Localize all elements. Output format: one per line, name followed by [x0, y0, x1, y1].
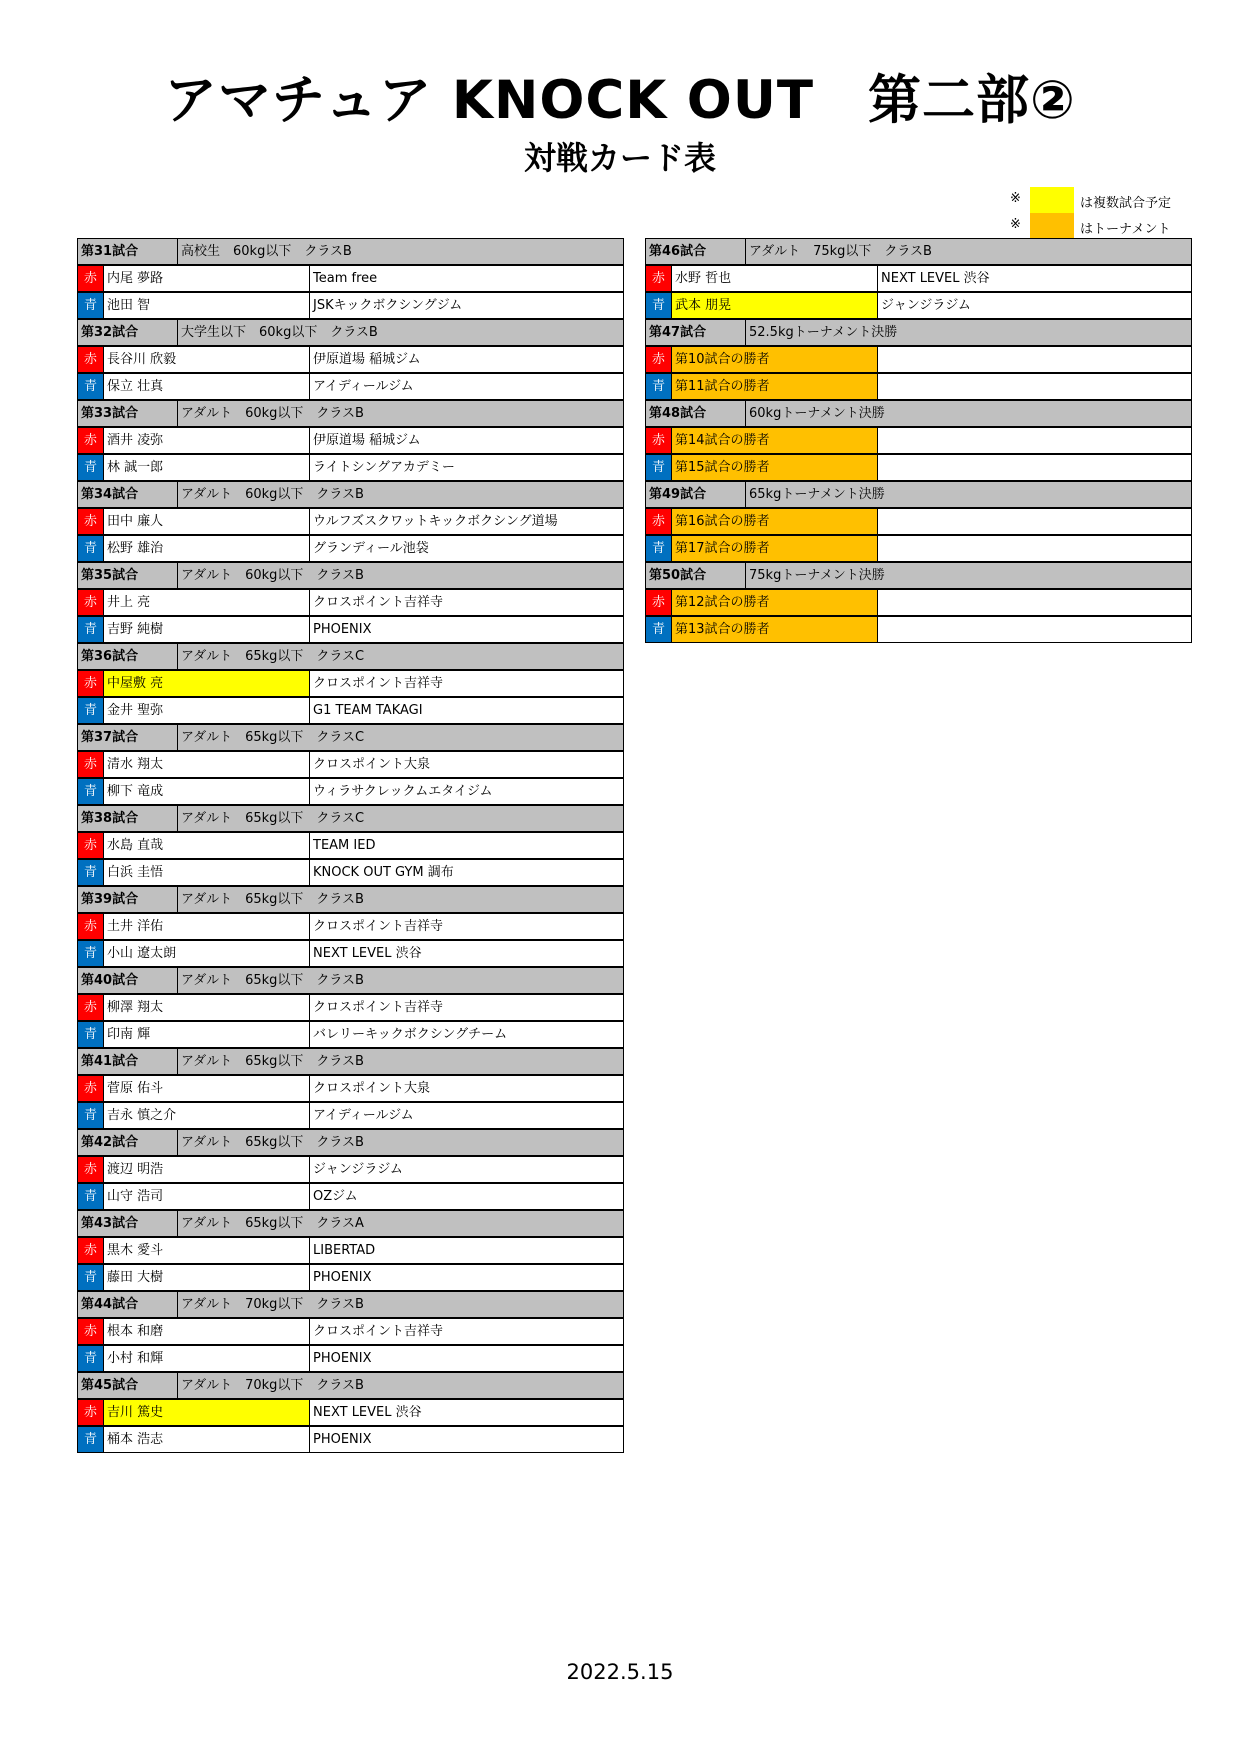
fighter-name: 渡辺 明浩: [103, 1156, 310, 1183]
fighter-name: 田中 廉人: [103, 508, 310, 535]
fighter-team: ウルフズスクワットキックボクシング道場: [309, 508, 624, 535]
fighter-team: LIBERTAD: [309, 1237, 624, 1264]
legend-text: はトーナメント: [1080, 222, 1171, 237]
fighter-name: 水野 哲也: [671, 265, 878, 292]
fighter-team: G1 TEAM TAKAGI: [309, 697, 624, 724]
fighter-team: [877, 373, 1192, 400]
fighter-name: 第13試合の勝者: [671, 616, 878, 643]
fighter-team: アイディールジム: [309, 1102, 624, 1129]
blue-corner-badge: 青: [645, 292, 672, 319]
fighter-name: 第17試合の勝者: [671, 535, 878, 562]
blue-corner-badge: 青: [645, 373, 672, 400]
red-corner-badge: 赤: [77, 265, 104, 292]
red-corner-badge: 赤: [77, 832, 104, 859]
fighter-name: 池田 智: [103, 292, 310, 319]
red-corner-badge: 赤: [77, 1399, 104, 1426]
fighter-team: [877, 589, 1192, 616]
blue-corner-badge: 青: [645, 616, 672, 643]
fighter-team: OZジム: [309, 1183, 624, 1210]
fighter-name: 藤田 大樹: [103, 1264, 310, 1291]
red-corner-badge: 赤: [77, 994, 104, 1021]
bout-division: アダルト 60kg以下 クラスB: [177, 481, 624, 508]
blue-corner-badge: 青: [77, 697, 104, 724]
bout-number: 第45試合: [77, 1372, 178, 1399]
fighter-name: 小村 和輝: [103, 1345, 310, 1372]
bout-division: アダルト 65kg以下 クラスC: [177, 724, 624, 751]
red-corner-badge: 赤: [77, 913, 104, 940]
bout-division: 60kgトーナメント決勝: [745, 400, 1192, 427]
bout-division: アダルト 65kg以下 クラスC: [177, 643, 624, 670]
bout-number: 第43試合: [77, 1210, 178, 1237]
fighter-name: 武本 朋晃: [671, 292, 878, 319]
bout-number: 第47試合: [645, 319, 746, 346]
fighter-name: 松野 雄治: [103, 535, 310, 562]
fighter-name: 吉永 慎之介: [103, 1102, 310, 1129]
bout-number: 第46試合: [645, 238, 746, 265]
fighter-team: ライトシングアカデミー: [309, 454, 624, 481]
red-corner-badge: 赤: [77, 1237, 104, 1264]
fighter-team: [877, 535, 1192, 562]
blue-corner-badge: 青: [77, 1102, 104, 1129]
fighter-name: 保立 壮真: [103, 373, 310, 400]
fighter-team: Team free: [309, 265, 624, 292]
fighter-team: クロスポイント大泉: [309, 751, 624, 778]
fighter-team: アイディールジム: [309, 373, 624, 400]
blue-corner-badge: 青: [77, 1021, 104, 1048]
bout-division: アダルト 60kg以下 クラスB: [177, 400, 624, 427]
bout-division: アダルト 65kg以下 クラスB: [177, 967, 624, 994]
red-corner-badge: 赤: [77, 670, 104, 697]
fighter-team: [877, 616, 1192, 643]
fighter-team: クロスポイント大泉: [309, 1075, 624, 1102]
fighter-name: 酒井 凌弥: [103, 427, 310, 454]
fighter-name: 柳下 竜成: [103, 778, 310, 805]
fighter-name: 林 誠一郎: [103, 454, 310, 481]
bout-number: 第38試合: [77, 805, 178, 832]
bout-division: アダルト 65kg以下 クラスA: [177, 1210, 624, 1237]
legend-swatch-yellow: [1030, 187, 1074, 213]
red-corner-badge: 赤: [77, 589, 104, 616]
fighter-team: 伊原道場 稲城ジム: [309, 346, 624, 373]
blue-corner-badge: 青: [77, 859, 104, 886]
fighter-team: [877, 454, 1192, 481]
fighter-name: 山守 浩司: [103, 1183, 310, 1210]
fighter-team: [877, 508, 1192, 535]
blue-corner-badge: 青: [77, 1264, 104, 1291]
fighter-team: グランディール池袋: [309, 535, 624, 562]
bout-number: 第42試合: [77, 1129, 178, 1156]
fighter-name: 長谷川 欣毅: [103, 346, 310, 373]
fighter-team: ジャンジラジム: [877, 292, 1192, 319]
bout-division: 52.5kgトーナメント決勝: [745, 319, 1192, 346]
blue-corner-badge: 青: [77, 535, 104, 562]
bout-number: 第40試合: [77, 967, 178, 994]
fighter-team: クロスポイント吉祥寺: [309, 994, 624, 1021]
red-corner-badge: 赤: [77, 1075, 104, 1102]
red-corner-badge: 赤: [645, 427, 672, 454]
fighter-team: [877, 346, 1192, 373]
fighter-name: 小山 遼太朗: [103, 940, 310, 967]
bout-division: 65kgトーナメント決勝: [745, 481, 1192, 508]
bout-number: 第49試合: [645, 481, 746, 508]
red-corner-badge: 赤: [645, 589, 672, 616]
bout-number: 第34試合: [77, 481, 178, 508]
bout-number: 第33試合: [77, 400, 178, 427]
bout-division: アダルト 70kg以下 クラスB: [177, 1291, 624, 1318]
bout-division: アダルト 70kg以下 クラスB: [177, 1372, 624, 1399]
red-corner-badge: 赤: [77, 346, 104, 373]
fighter-name: 第10試合の勝者: [671, 346, 878, 373]
page-subtitle: 対戦カード表: [523, 139, 716, 177]
fighter-name: 黒木 愛斗: [103, 1237, 310, 1264]
blue-corner-badge: 青: [77, 373, 104, 400]
bout-number: 第31試合: [77, 238, 178, 265]
blue-corner-badge: 青: [77, 454, 104, 481]
fighter-team: クロスポイント吉祥寺: [309, 670, 624, 697]
page-title: アマチュア KNOCK OUT 第二部②: [164, 70, 1076, 131]
fighter-team: クロスポイント吉祥寺: [309, 1318, 624, 1345]
fighter-team: NEXT LEVEL 渋谷: [309, 1399, 624, 1426]
bout-division: アダルト 65kg以下 クラスC: [177, 805, 624, 832]
blue-corner-badge: 青: [77, 778, 104, 805]
fighter-name: 内尾 夢路: [103, 265, 310, 292]
red-corner-badge: 赤: [645, 508, 672, 535]
blue-corner-badge: 青: [645, 454, 672, 481]
bout-division: 大学生以下 60kg以下 クラスB: [177, 319, 624, 346]
bout-number: 第50試合: [645, 562, 746, 589]
fighter-team: [877, 427, 1192, 454]
fighter-name: 桶本 浩志: [103, 1426, 310, 1453]
bout-number: 第35試合: [77, 562, 178, 589]
fighter-team: JSKキックボクシングジム: [309, 292, 624, 319]
bout-number: 第37試合: [77, 724, 178, 751]
fighter-team: TEAM IED: [309, 832, 624, 859]
fighter-team: クロスポイント吉祥寺: [309, 913, 624, 940]
fighter-name: 白浜 圭悟: [103, 859, 310, 886]
bout-division: アダルト 65kg以下 クラスB: [177, 1048, 624, 1075]
fighter-team: クロスポイント吉祥寺: [309, 589, 624, 616]
legend-text: は複数試合予定: [1080, 196, 1172, 211]
blue-corner-badge: 青: [77, 1426, 104, 1453]
fighter-team: KNOCK OUT GYM 調布: [309, 859, 624, 886]
fighter-team: PHOENIX: [309, 1426, 624, 1453]
fighter-name: 土井 洋佑: [103, 913, 310, 940]
bout-division: 高校生 60kg以下 クラスB: [177, 238, 624, 265]
fighter-name: 印南 輝: [103, 1021, 310, 1048]
blue-corner-badge: 青: [77, 616, 104, 643]
fighter-name: 清水 翔太: [103, 751, 310, 778]
bout-number: 第48試合: [645, 400, 746, 427]
fighter-name: 第12試合の勝者: [671, 589, 878, 616]
event-date: 2022.5.15: [566, 1660, 674, 1684]
fighter-team: NEXT LEVEL 渋谷: [877, 265, 1192, 292]
red-corner-badge: 赤: [77, 1318, 104, 1345]
bout-division: アダルト 60kg以下 クラスB: [177, 562, 624, 589]
red-corner-badge: 赤: [645, 265, 672, 292]
red-corner-badge: 赤: [77, 751, 104, 778]
fighter-name: 根本 和磨: [103, 1318, 310, 1345]
bout-number: 第41試合: [77, 1048, 178, 1075]
legend-mark: ※: [1010, 217, 1021, 232]
fighter-name: 吉川 篤史: [103, 1399, 310, 1426]
bout-division: 75kgトーナメント決勝: [745, 562, 1192, 589]
fighter-team: バレリーキックボクシングチーム: [309, 1021, 624, 1048]
blue-corner-badge: 青: [645, 535, 672, 562]
bout-number: 第44試合: [77, 1291, 178, 1318]
fighter-name: 柳澤 翔太: [103, 994, 310, 1021]
legend-swatch-orange: [1030, 213, 1074, 239]
fighter-name: 金井 聖弥: [103, 697, 310, 724]
fighter-name: 菅原 佑斗: [103, 1075, 310, 1102]
bout-division: アダルト 65kg以下 クラスB: [177, 1129, 624, 1156]
blue-corner-badge: 青: [77, 1345, 104, 1372]
fighter-team: ウィラサクレックムエタイジム: [309, 778, 624, 805]
fighter-team: NEXT LEVEL 渋谷: [309, 940, 624, 967]
fighter-name: 吉野 純樹: [103, 616, 310, 643]
red-corner-badge: 赤: [645, 346, 672, 373]
red-corner-badge: 赤: [77, 427, 104, 454]
fighter-name: 井上 亮: [103, 589, 310, 616]
bout-number: 第32試合: [77, 319, 178, 346]
fighter-team: PHOENIX: [309, 1264, 624, 1291]
fighter-name: 第11試合の勝者: [671, 373, 878, 400]
blue-corner-badge: 青: [77, 940, 104, 967]
fighter-name: 第16試合の勝者: [671, 508, 878, 535]
legend-mark: ※: [1010, 191, 1021, 206]
blue-corner-badge: 青: [77, 1183, 104, 1210]
blue-corner-badge: 青: [77, 292, 104, 319]
red-corner-badge: 赤: [77, 1156, 104, 1183]
fighter-team: PHOENIX: [309, 616, 624, 643]
fighter-team: PHOENIX: [309, 1345, 624, 1372]
bout-division: アダルト 65kg以下 クラスB: [177, 886, 624, 913]
bout-number: 第39試合: [77, 886, 178, 913]
bout-division: アダルト 75kg以下 クラスB: [745, 238, 1192, 265]
fighter-name: 中屋敷 亮: [103, 670, 310, 697]
fighter-team: 伊原道場 稲城ジム: [309, 427, 624, 454]
fighter-team: ジャンジラジム: [309, 1156, 624, 1183]
bout-number: 第36試合: [77, 643, 178, 670]
fighter-name: 第15試合の勝者: [671, 454, 878, 481]
fighter-name: 第14試合の勝者: [671, 427, 878, 454]
red-corner-badge: 赤: [77, 508, 104, 535]
fighter-name: 水島 直哉: [103, 832, 310, 859]
